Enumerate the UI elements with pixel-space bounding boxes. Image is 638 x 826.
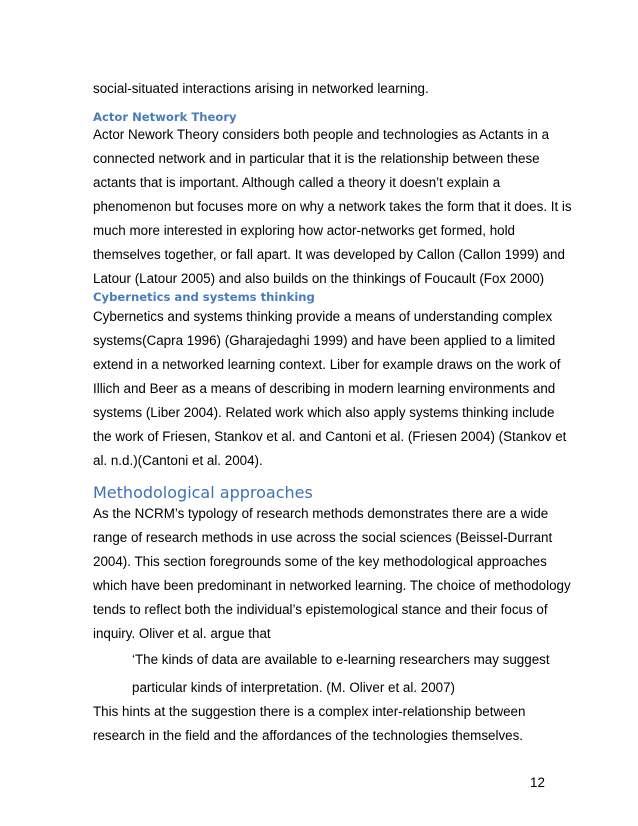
- paragraph-line: social-situated interactions arising in networked learning.: [93, 81, 429, 96]
- methodological-approaches-paragraph: [93, 502, 571, 646]
- paragraph-line: This hints at the suggestion there is a complex inter-relationship between: [93, 704, 526, 719]
- quote-line: particular kinds of interpretation. (M. Oliver et al. 2007): [132, 680, 456, 695]
- paragraph-line: inquiry. Oliver et al. argue that: [93, 626, 271, 641]
- paragraph-line: Latour (Latour 2005) and also builds on the thinkings of Foucault (Fox 2000): [93, 271, 545, 286]
- section-heading-actor-network-theory: Actor Network Theory: [93, 110, 237, 124]
- section-heading-methodological-approaches: Methodological approaches: [93, 483, 313, 502]
- paragraph-line: al. n.d.)(Cantoni et al. 2004).: [93, 453, 263, 468]
- paragraph-line: actants that is important. Although called a theory it doesn’t explain a: [93, 175, 501, 190]
- paragraph-line: Actor Nework Theory considers both people and technologies as Actants in a: [93, 127, 550, 142]
- paragraph-line: Cybernetics and systems thinking provide a means of understanding complex: [93, 309, 553, 324]
- paragraph-line: systems(Capra 1996) (Gharajedaghi 1999) and have been applied to a limited: [93, 333, 556, 348]
- paragraph-line: phenomenon but focuses more on why a network takes the form that it does. It is: [93, 199, 572, 214]
- closing-paragraph: [93, 700, 563, 748]
- paragraph-line: themselves together, or fall apart. It was developed by Callon (Callon 1999) and: [93, 247, 565, 262]
- paragraph-line: As the NCRM’s typology of research methods demonstrates there are a wide: [93, 506, 549, 521]
- paragraph-line: much more interested in exploring how actor-networks get formed, hold: [93, 223, 516, 238]
- paragraph-line: research in the field and the affordances of the technologies themselves.: [93, 728, 524, 743]
- paragraph-line: which have been predominant in networked learning. The choice of methodology: [93, 578, 571, 593]
- intro-paragraph: [93, 77, 563, 101]
- paragraph-line: 2004). This section foregrounds some of the key methodological approaches: [93, 554, 547, 569]
- paragraph-line: the work of Friesen, Stankov et al. and Cantoni et al. (Friesen 2004) (Stankov et: [93, 429, 567, 444]
- section-heading-cybernetics: Cybernetics and systems thinking: [93, 290, 315, 304]
- actor-network-theory-paragraph: [93, 123, 572, 291]
- paragraph-line: systems (Liber 2004). Related work which also apply systems thinking include: [93, 405, 555, 420]
- page-number: 12: [530, 775, 545, 790]
- paragraph-line: range of research methods in use across the social sciences (Beissel-Durrant: [93, 530, 553, 545]
- paragraph-line: extend in a networked learning context. Liber for example draws on the work of: [93, 357, 561, 372]
- paragraph-line: connected network and in particular that it is the relationship between these: [93, 151, 540, 166]
- quote-line: ‘The kinds of data are available to e-learning researchers may suggest: [132, 652, 550, 667]
- paragraph-line: Illich and Beer as a means of describing in modern learning environments and: [93, 381, 556, 396]
- cybernetics-paragraph: [93, 305, 567, 473]
- paragraph-line: tends to reflect both the individual’s epistemological stance and their focus of: [93, 602, 548, 617]
- block-quote: [132, 646, 552, 702]
